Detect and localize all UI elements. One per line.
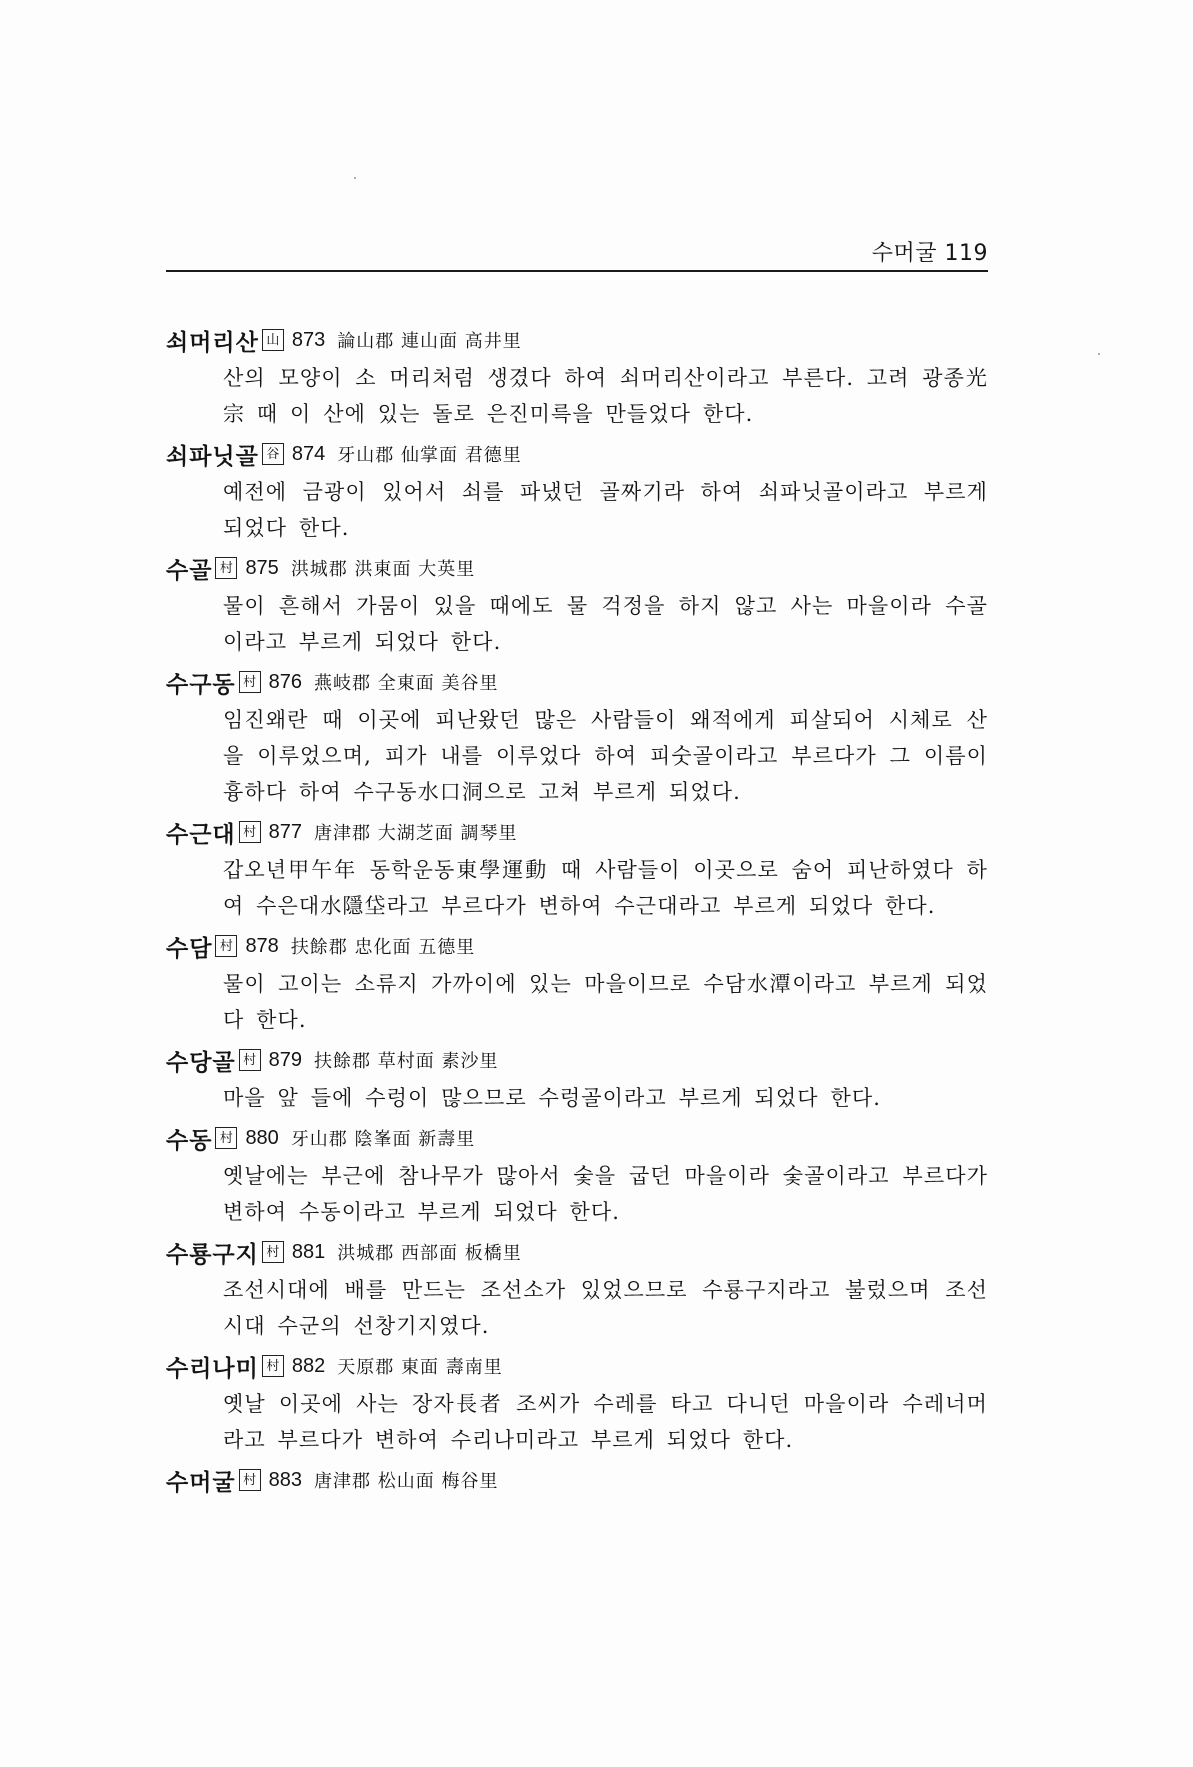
- entry-head: [166, 320, 988, 360]
- scan-speck: [354, 177, 356, 179]
- dictionary-entry: [166, 1118, 988, 1232]
- entry-number: 875: [245, 556, 279, 579]
- entry-headword: 수골: [166, 557, 213, 584]
- entry-location: 牙山郡 仙掌面 君德里: [337, 445, 522, 466]
- running-head: 수머굴 119: [871, 241, 988, 266]
- page-header: [166, 232, 988, 272]
- entry-description: 예전에 금광이 있어서 쇠를 파냈던 골짜기라 하여 쇠파닛골이라고 부르게 되었다 한다.: [223, 480, 988, 540]
- entry-location: 扶餘郡 忠化面 五德里: [290, 937, 476, 958]
- entry-number: 873: [291, 328, 326, 351]
- entry-headword: 수구동: [166, 671, 236, 698]
- dictionary-entry: [166, 1460, 988, 1500]
- entry-number: 874: [291, 442, 326, 465]
- entry-number: 881: [291, 1240, 326, 1263]
- dictionary-entry: [166, 548, 988, 662]
- entry-number: 879: [268, 1048, 303, 1071]
- entry-head: [166, 812, 988, 852]
- entry-description: 물이 고이는 소류지 가까이에 있는 마을이므로 수담水潭이라고 부르게 되었다 한다.: [223, 972, 988, 1032]
- entry-location: 牙山郡 陰峯面 新壽里: [290, 1129, 476, 1150]
- entry-description: 옛날 이곳에 사는 장자長者 조씨가 수레를 타고 다니던 마을이라 수레너머라고 부르다가 변하여 수리나미라고 부르게 되었다 한다.: [223, 1392, 988, 1452]
- dictionary-entry: [166, 812, 988, 926]
- entry-number: 878: [245, 934, 279, 957]
- entry-description: 산의 모양이 소 머리처럼 생겼다 하여 쇠머리산이라고 부른다. 고려 광종光宗 때 이 산에 있는 돌로 은진미륵을 만들었다 한다.: [223, 366, 988, 426]
- dictionary-entry: [166, 926, 988, 1040]
- entry-description: 물이 흔해서 가뭄이 있을 때에도 물 걱정을 하지 않고 사는 마을이라 수골이라고 부르게 되었다 한다.: [223, 594, 988, 654]
- entry-number: 877: [268, 820, 303, 843]
- dictionary-entry: [166, 1040, 988, 1118]
- entry-headword: 쇠머리산: [166, 329, 259, 356]
- entry-headword: 수담: [166, 935, 213, 962]
- entry-headword: 쇠파닛골: [166, 443, 259, 470]
- entry-number: 882: [291, 1354, 326, 1377]
- entry-location: 唐津郡 松山面 梅谷里: [314, 1471, 499, 1492]
- entry-head: [166, 1460, 988, 1500]
- entry-type-mark: 村: [262, 1355, 284, 1377]
- entry-type-mark: 谷: [262, 443, 284, 465]
- entry-type-mark: 村: [239, 671, 261, 693]
- entry-headword: 수당골: [166, 1049, 236, 1076]
- entry-location: 洪城郡 洪東面 大英里: [290, 559, 476, 580]
- entry-type-mark: 村: [215, 935, 237, 957]
- dictionary-entry: [166, 1346, 988, 1460]
- entry-description: 옛날에는 부근에 참나무가 많아서 숯을 굽던 마을이라 숯골이라고 부르다가 변하여 수동이라고 부르게 되었다 한다.: [223, 1164, 988, 1224]
- entry-headword: 수동: [166, 1127, 213, 1154]
- entry-head: [166, 1346, 988, 1386]
- entry-location: 扶餘郡 草村面 素沙里: [314, 1051, 499, 1072]
- entry-list: [166, 320, 988, 1500]
- entry-head: [166, 662, 988, 702]
- entry-number: 876: [268, 670, 303, 693]
- entry-type-mark: 村: [239, 821, 261, 843]
- entry-description: 임진왜란 때 이곳에 피난왔던 많은 사람들이 왜적에게 피살되어 시체로 산을 이루었으며, 피가 내를 이루었다 하여 피숫골이라고 부르다가 그 이름이 흉하다 하여 수구동水口洞으로 고쳐 부르게 되었다.: [223, 708, 988, 804]
- entry-head: [166, 1040, 988, 1080]
- entry-head: [166, 1232, 988, 1272]
- entry-type-mark: 村: [239, 1049, 261, 1071]
- entry-head: [166, 1118, 988, 1158]
- entry-headword: 수근대: [166, 821, 236, 848]
- entry-location: 天原郡 東面 壽南里: [337, 1357, 503, 1378]
- entry-head: [166, 434, 988, 474]
- entry-type-mark: 村: [215, 1127, 237, 1149]
- dictionary-entry: [166, 1232, 988, 1346]
- scan-speck: [1098, 353, 1100, 355]
- entry-number: 880: [245, 1126, 279, 1149]
- entry-number: 883: [268, 1468, 303, 1491]
- entry-type-mark: 村: [239, 1469, 261, 1491]
- entry-type-mark: 村: [262, 1241, 284, 1263]
- entry-location: 洪城郡 西部面 板橋里: [337, 1243, 522, 1264]
- entry-head: [166, 926, 988, 966]
- entry-description: 조선시대에 배를 만드는 조선소가 있었으므로 수룡구지라고 불렀으며 조선시대 수군의 선창기지였다.: [223, 1278, 988, 1338]
- entry-headword: 수리나미: [166, 1355, 259, 1382]
- dictionary-entry: [166, 320, 988, 434]
- entry-headword: 수룡구지: [166, 1241, 259, 1268]
- dictionary-entry: [166, 662, 988, 812]
- entry-location: 燕岐郡 全東面 美谷里: [314, 673, 499, 694]
- entry-head: [166, 548, 988, 588]
- entry-headword: 수머굴: [166, 1469, 236, 1496]
- entry-location: 論山郡 連山面 高井里: [337, 331, 522, 352]
- dictionary-entry: [166, 434, 988, 548]
- entry-location: 唐津郡 大湖芝面 調琴里: [314, 823, 518, 844]
- entry-type-mark: 山: [262, 329, 284, 351]
- entry-description: 마을 앞 들에 수렁이 많으므로 수렁골이라고 부르게 되었다 한다.: [223, 1086, 882, 1110]
- entry-type-mark: 村: [215, 557, 237, 579]
- entry-description: 갑오년甲午年 동학운동東學運動 때 사람들이 이곳으로 숨어 피난하였다 하여 수은대水隱垈라고 부르다가 변하여 수근대라고 부르게 되었다 한다.: [223, 858, 988, 918]
